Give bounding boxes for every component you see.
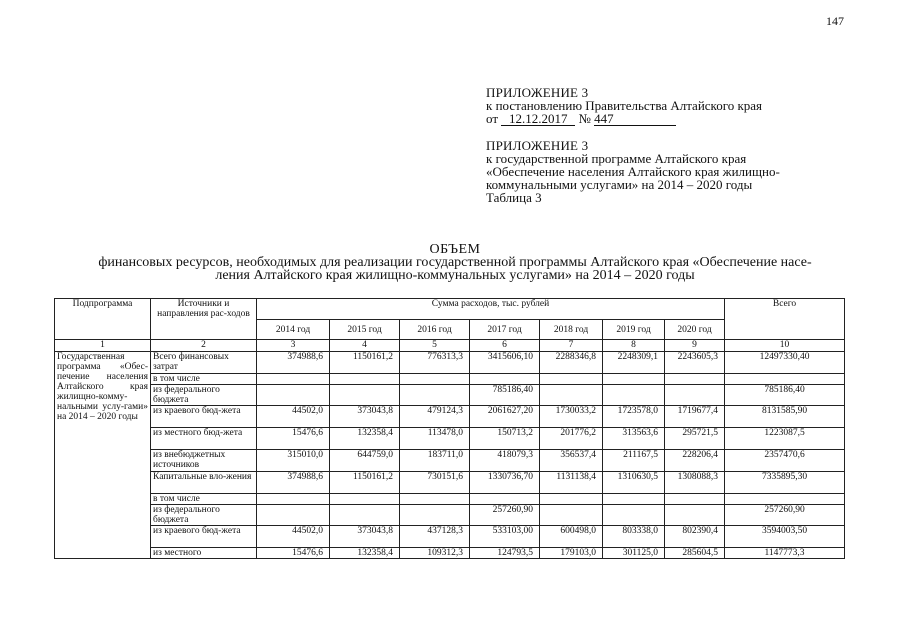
column-number: 5 [400, 340, 470, 352]
column-number: 9 [665, 340, 725, 352]
total-cell: 2357470,6 [725, 450, 845, 472]
value-cell: 3415606,10 [470, 352, 540, 374]
value-cell [540, 494, 603, 505]
column-number: 2 [151, 340, 257, 352]
value-cell [330, 385, 400, 406]
value-cell: 132358,4 [330, 428, 400, 450]
appendix-block-program [486, 139, 780, 204]
table-row [55, 352, 845, 374]
value-cell: 356537,4 [540, 450, 603, 472]
value-cell: 2288346,8 [540, 352, 603, 374]
header-sum: Сумма расходов, тыс. рублей [257, 299, 725, 320]
subprogram-name: Государственная программа «Обес-печение населения Алтайского края жилищно-комму-нальными услу-гами» на 2014 – 2020 годы [55, 352, 151, 559]
value-cell: 1310630,5 [603, 472, 665, 494]
row-label: Капитальные вло-жения [151, 472, 257, 494]
column-number: 1 [55, 340, 151, 352]
value-cell: 730151,6 [400, 472, 470, 494]
row-label: из федерального бюджета [151, 385, 257, 406]
value-cell: 15476,6 [257, 428, 330, 450]
value-cell [603, 385, 665, 406]
column-number: 6 [470, 340, 540, 352]
appendix-block-decree [486, 86, 762, 126]
value-cell: 373043,8 [330, 526, 400, 548]
table-row [55, 374, 845, 385]
header-year: 2015 год [330, 320, 400, 340]
header-subprogram: Подпрограмма [55, 299, 151, 340]
value-cell [257, 494, 330, 505]
value-cell: 257260,90 [470, 505, 540, 526]
header-total: Всего [725, 299, 845, 340]
value-cell: 600498,0 [540, 526, 603, 548]
row-label: из краевого бюд-жета [151, 406, 257, 428]
total-cell: 12497330,40 [725, 352, 845, 374]
value-cell: 1330736,70 [470, 472, 540, 494]
row-label: из внебюджетных источников [151, 450, 257, 472]
appendix-line: к постановлению Правительства Алтайского края [486, 98, 763, 113]
value-cell: 373043,8 [330, 406, 400, 428]
table-row [55, 505, 845, 526]
value-cell [540, 385, 603, 406]
value-cell [603, 494, 665, 505]
value-cell [665, 374, 725, 385]
value-cell: 109312,3 [400, 548, 470, 559]
value-cell [330, 494, 400, 505]
value-cell: 315010,0 [257, 450, 330, 472]
table-row [55, 385, 845, 406]
order-number: 447 [594, 113, 676, 126]
header-year: 2018 год [540, 320, 603, 340]
value-cell: 2248309,1 [603, 352, 665, 374]
table-row [55, 548, 845, 559]
order-number-sign: № [578, 111, 591, 126]
column-number: 7 [540, 340, 603, 352]
value-cell: 1150161,2 [330, 472, 400, 494]
column-number: 3 [257, 340, 330, 352]
value-cell: 201776,2 [540, 428, 603, 450]
value-cell: 644759,0 [330, 450, 400, 472]
value-cell: 150713,2 [470, 428, 540, 450]
table-row [55, 450, 845, 472]
value-cell: 437128,3 [400, 526, 470, 548]
value-cell: 285604,5 [665, 548, 725, 559]
row-label: Всего финансовых затрат [151, 352, 257, 374]
value-cell: 15476,6 [257, 548, 330, 559]
value-cell [257, 374, 330, 385]
header-year: 2019 год [603, 320, 665, 340]
appendix-line: «Обеспечение населения Алтайского края жилищно- [486, 164, 780, 179]
table-row [55, 472, 845, 494]
column-number: 4 [330, 340, 400, 352]
table-caption: Таблица 3 [486, 190, 542, 205]
header-year: 2014 год [257, 320, 330, 340]
value-cell: 1730033,2 [540, 406, 603, 428]
table-row [55, 406, 845, 428]
total-cell: 1147773,3 [725, 548, 845, 559]
value-cell: 44502,0 [257, 526, 330, 548]
header-year: 2020 год [665, 320, 725, 340]
value-cell: 113478,0 [400, 428, 470, 450]
value-cell: 776313,3 [400, 352, 470, 374]
appendix-heading: ПРИЛОЖЕНИЕ 3 [486, 138, 589, 153]
header-year: 2017 год [470, 320, 540, 340]
value-cell: 374988,6 [257, 352, 330, 374]
row-label: из местного [151, 548, 257, 559]
page-number: 147 [826, 14, 844, 28]
value-cell [603, 505, 665, 526]
value-cell [665, 385, 725, 406]
title-line: ления Алтайского края жилищно-коммунальных услугами» на 2014 – 2020 годы [215, 268, 695, 283]
value-cell [400, 494, 470, 505]
value-cell [257, 385, 330, 406]
financing-table [54, 298, 845, 559]
total-cell: 8131585,90 [725, 406, 845, 428]
value-cell: 533103,00 [470, 526, 540, 548]
row-label: из федерального бюджета [151, 505, 257, 526]
value-cell: 301125,0 [603, 548, 665, 559]
table-row [55, 526, 845, 548]
value-cell [470, 494, 540, 505]
order-prefix: от [486, 111, 499, 126]
value-cell [400, 374, 470, 385]
value-cell: 803338,0 [603, 526, 665, 548]
total-cell: 1223087,5 [725, 428, 845, 450]
value-cell: 1723578,0 [603, 406, 665, 428]
value-cell [540, 374, 603, 385]
row-label: из краевого бюд-жета [151, 526, 257, 548]
value-cell: 2243605,3 [665, 352, 725, 374]
total-cell: 3594003,50 [725, 526, 845, 548]
header-year: 2016 год [400, 320, 470, 340]
value-cell: 2061627,20 [470, 406, 540, 428]
value-cell: 418079,3 [470, 450, 540, 472]
value-cell [400, 505, 470, 526]
value-cell [470, 374, 540, 385]
value-cell: 1308088,3 [665, 472, 725, 494]
order-date: 12.12.2017 [501, 113, 575, 126]
table-row [55, 494, 845, 505]
title-line: финансовых ресурсов, необходимых для реализации государственной программы Алтайского края «Обеспечение насе- [98, 255, 812, 270]
order-line [486, 112, 762, 126]
value-cell: 785186,40 [470, 385, 540, 406]
value-cell: 802390,4 [665, 526, 725, 548]
appendix-heading: ПРИЛОЖЕНИЕ 3 [486, 85, 589, 100]
total-cell: 7335895,30 [725, 472, 845, 494]
appendix-line: коммунальными услугами» на 2014 – 2020 годы [486, 177, 753, 192]
value-cell: 1131138,4 [540, 472, 603, 494]
table-row [55, 428, 845, 450]
value-cell: 211167,5 [603, 450, 665, 472]
value-cell [540, 505, 603, 526]
appendix-line: к государственной программе Алтайского края [486, 151, 747, 166]
value-cell [400, 385, 470, 406]
total-cell [725, 494, 845, 505]
row-label: из местного бюд-жета [151, 428, 257, 450]
value-cell [665, 494, 725, 505]
header-sources: Источники и направления рас-ходов [151, 299, 257, 340]
value-cell [257, 505, 330, 526]
value-cell [603, 374, 665, 385]
value-cell: 183711,0 [400, 450, 470, 472]
document-title [40, 243, 870, 282]
value-cell [330, 374, 400, 385]
value-cell: 479124,3 [400, 406, 470, 428]
value-cell: 374988,6 [257, 472, 330, 494]
total-cell: 785186,40 [725, 385, 845, 406]
value-cell: 228206,4 [665, 450, 725, 472]
value-cell: 313563,6 [603, 428, 665, 450]
title-main: ОБЪЕМ [429, 242, 481, 257]
column-number: 10 [725, 340, 845, 352]
column-number: 8 [603, 340, 665, 352]
value-cell [330, 505, 400, 526]
value-cell: 44502,0 [257, 406, 330, 428]
value-cell: 1150161,2 [330, 352, 400, 374]
value-cell: 295721,5 [665, 428, 725, 450]
total-cell [725, 374, 845, 385]
value-cell: 124793,5 [470, 548, 540, 559]
value-cell [665, 505, 725, 526]
value-cell: 1719677,4 [665, 406, 725, 428]
row-label: в том числе [151, 374, 257, 385]
value-cell: 132358,4 [330, 548, 400, 559]
total-cell: 257260,90 [725, 505, 845, 526]
row-label: в том числе [151, 494, 257, 505]
value-cell: 179103,0 [540, 548, 603, 559]
